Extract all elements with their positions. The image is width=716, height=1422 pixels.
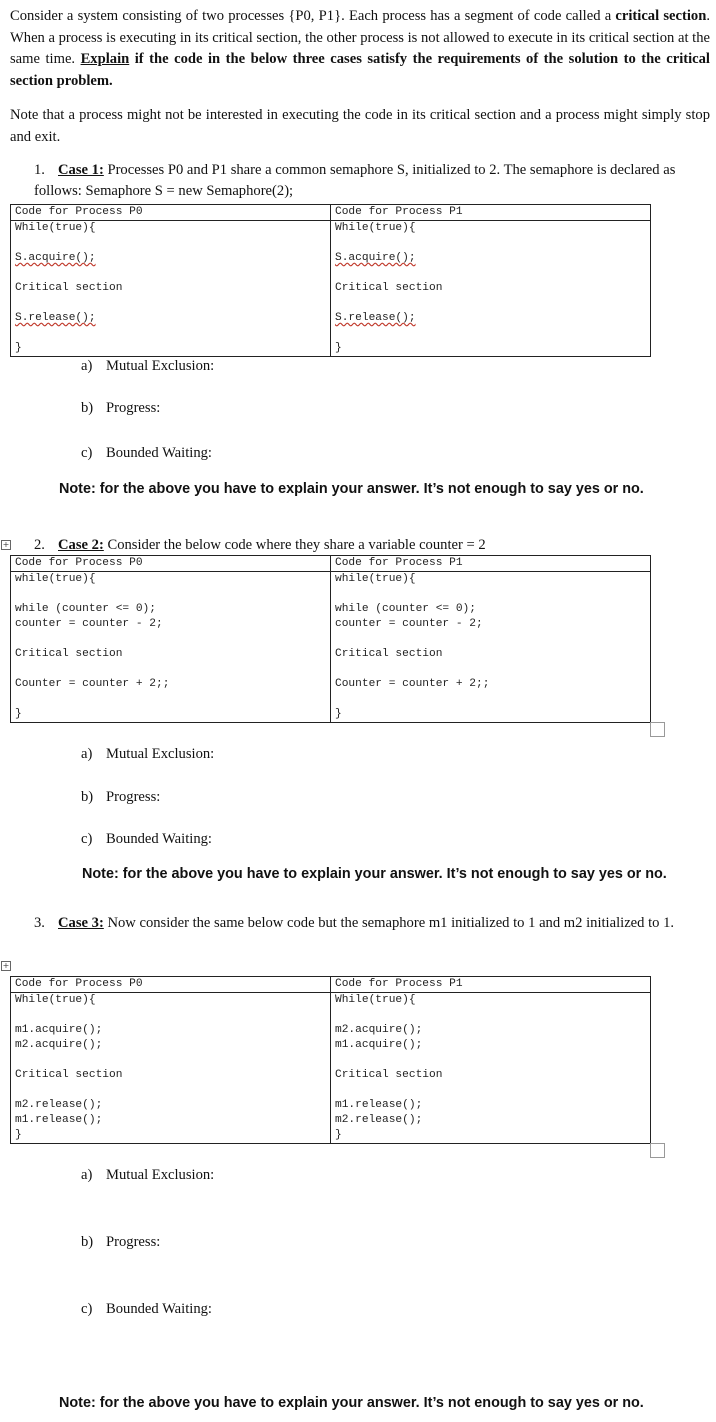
case-label: Case 2:: [58, 537, 104, 553]
code-table-case-1: [10, 204, 651, 357]
sub-question-c: c) Bounded Waiting:: [81, 445, 212, 461]
intro-bold-critical: critical section: [615, 8, 707, 24]
move-icon[interactable]: +: [2, 961, 10, 970]
intro-bold-tail: if the code in the below three cases satisfy the requirements of the solution to the critical section problem.: [10, 51, 710, 89]
question-number: 3.: [34, 915, 45, 931]
sub-question-c: c) Bounded Waiting:: [81, 1301, 212, 1317]
code-table-case-2: [10, 555, 651, 723]
p1-code: While(true){ m2.acquire(); m1.acquire(); Critical section m1.release(); m2.release(); }: [335, 994, 443, 1141]
sub-question-b: b) Progress:: [81, 789, 161, 805]
sub-question-b: b) Progress:: [81, 1234, 161, 1250]
note-paragraph: Note that a process might not be interested in executing the code in its critical section and a process might simply stop and exit.: [10, 107, 710, 145]
sub-question-a: a) Mutual Exclusion:: [81, 358, 215, 374]
sub-question-a: a) Mutual Exclusion:: [81, 1167, 215, 1183]
intro-paragraph: [10, 6, 710, 92]
question-number: 1.: [34, 162, 45, 178]
p1-header: Code for Process P1: [335, 978, 463, 990]
p1-code: While(true){ S.acquire(); Critical section S.release(); }: [335, 222, 443, 354]
p0-header: Code for Process P0: [15, 557, 143, 569]
case-label: Case 3:: [58, 915, 104, 931]
resize-box[interactable]: [650, 722, 665, 737]
answer-note: Note: for the above you have to explain your answer. It’s not enough to say yes or no.: [82, 866, 667, 882]
sub-question-a: a) Mutual Exclusion:: [81, 746, 215, 762]
p0-code: while(true){ while (counter <= 0); counter = counter - 2; Critical section Counter = counter + 2;; }: [15, 573, 170, 720]
question-number: 2.: [34, 537, 45, 553]
p1-header: Code for Process P1: [335, 206, 463, 218]
intro-text: Consider a system consisting of two processes {P0, P1}. Each process has a segment of code called a: [10, 8, 616, 24]
intro-explain: Explain: [80, 51, 130, 67]
p1-code: while(true){ while (counter <= 0); counter = counter - 2; Critical section Counter = counter + 2;; }: [335, 573, 490, 720]
sub-question-b: b) Progress:: [81, 400, 161, 416]
p0-header: Code for Process P0: [15, 978, 143, 990]
p0-code: While(true){ S.acquire(); Critical section S.release(); }: [15, 222, 123, 354]
p0-header: Code for Process P0: [15, 206, 143, 218]
code-table-case-3: [10, 976, 651, 1144]
p0-code: While(true){ m1.acquire(); m2.acquire(); Critical section m2.release(); m1.release(); }: [15, 994, 123, 1141]
intro-text: . When a process is executing in its critical section, the other process is not allowed to execute in its critical section at the same time.: [10, 8, 710, 67]
question-text: Now consider the same below code but the semaphore m1 initialized to 1 and m2 initialized to 1.: [103, 915, 675, 931]
answer-note: Note: for the above you have to explain your answer. It’s not enough to say yes or no.: [59, 1395, 644, 1411]
question-text: Processes P0 and P1 share a common semaphore S, initialized to 2. The semaphore is declared as follows: Semaphore S = new Semaphore(2);: [34, 162, 676, 199]
question-2: [34, 535, 710, 556]
question-3: [34, 913, 710, 934]
answer-note: Note: for the above you have to explain your answer. It’s not enough to say yes or no.: [59, 481, 644, 497]
question-1: [34, 160, 710, 201]
question-text: Consider the below code where they share a variable counter = 2: [103, 537, 486, 553]
move-icon[interactable]: +: [2, 540, 10, 549]
resize-box[interactable]: [650, 1143, 665, 1158]
p1-header: Code for Process P1: [335, 557, 463, 569]
case-label: Case 1:: [58, 162, 104, 178]
sub-question-c: c) Bounded Waiting:: [81, 831, 212, 847]
